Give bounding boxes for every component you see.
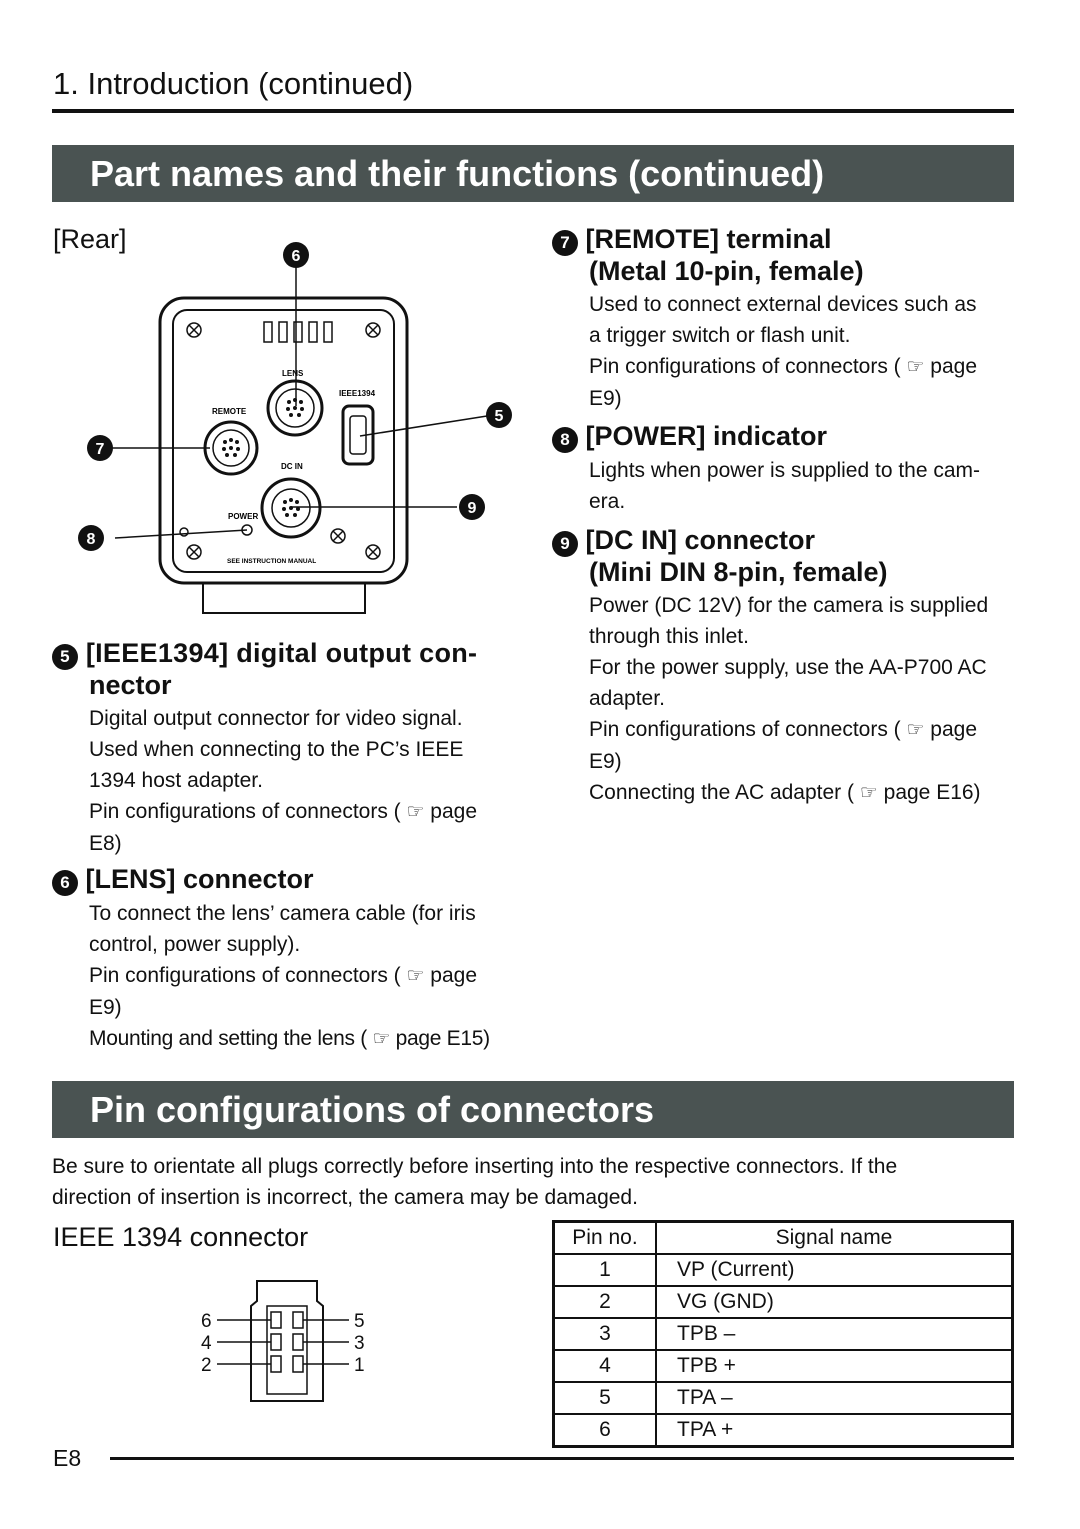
header-rule: [52, 109, 1014, 113]
pointing-hand-icon: ☞: [406, 965, 425, 987]
pin-cell: 4: [554, 1350, 657, 1382]
intro-line-1: Be sure to orientate all plugs correctly before inserting into the respective connectors. If the: [52, 1155, 898, 1178]
table-row: [554, 1318, 1013, 1350]
section-title: 1. Introduction (continued): [53, 66, 414, 101]
pin-label-4: 4: [201, 1333, 212, 1354]
ieee-ref-line2: E8): [89, 832, 122, 855]
number-5-icon: 5: [52, 644, 78, 670]
item-remote: [552, 224, 1018, 414]
rear-label: [Rear]: [53, 224, 127, 254]
signal-cell: VG (GND): [656, 1286, 1013, 1318]
dcin-label: DC IN: [281, 462, 303, 471]
pin-table: [552, 1220, 1014, 1448]
header-signal-name: Signal name: [656, 1222, 1013, 1255]
pin-cell: 3: [554, 1318, 657, 1350]
signal-cell: TPA +: [656, 1414, 1013, 1447]
lens-line-1: To connect the lens’ camera cable (for iris: [89, 902, 476, 925]
remote-ref-line2: E9): [589, 387, 622, 410]
pointing-hand-icon: ☞: [372, 1028, 391, 1050]
manual-label: SEE INSTRUCTION MANUAL: [227, 558, 317, 565]
item-power: [552, 421, 1018, 517]
dcin-ref-pre: Pin configurations of connectors (: [589, 718, 901, 741]
item-dcin: [552, 525, 1018, 809]
table-row: [554, 1350, 1013, 1382]
lens-mount-pre: Mounting and setting the lens (: [89, 1027, 367, 1050]
ieee-title-1: [IEEE1394] digital output con-: [85, 638, 478, 668]
dcin-line-3: For the power supply, use the AA-P700 AC: [589, 656, 987, 679]
callout-7: 7: [95, 441, 105, 458]
dcin-ref-line2: E9): [589, 750, 622, 773]
pin-cell: 2: [554, 1286, 657, 1318]
dcin-line-4: adapter.: [589, 687, 665, 710]
pin-label-5: 5: [354, 1311, 365, 1332]
dcin-ac-post: page E16): [883, 781, 981, 804]
pin-cell: 6: [554, 1414, 657, 1447]
lens-line-2: control, power supply).: [89, 933, 301, 956]
dcin-ref-post: page: [930, 718, 978, 741]
ieee-connector-diagram: [195, 1276, 375, 1416]
power-line-1: Lights when power is supplied to the cam-: [589, 459, 981, 482]
dcin-line-2: through this inlet.: [589, 625, 749, 648]
ieee-line-2: Used when connecting to the PC’s IEEE: [89, 738, 464, 761]
number-7-icon: 7: [552, 230, 578, 256]
remote-label: REMOTE: [212, 407, 247, 416]
lens-mount-post: page E15): [395, 1027, 490, 1050]
pin-label-1: 1: [354, 1355, 365, 1376]
pin-label-3: 3: [354, 1333, 365, 1354]
pin-config-banner: Pin configurations of connectors: [52, 1081, 1014, 1138]
pin-cell: 1: [554, 1254, 657, 1286]
power-label: POWER: [228, 512, 259, 521]
table-row: [554, 1414, 1013, 1447]
camera-rear-diagram: [60, 236, 530, 626]
ieee-line-1: Digital output connector for video signal.: [89, 707, 463, 730]
remote-ref-post: page: [930, 355, 978, 378]
pin-label-2: 2: [201, 1355, 212, 1376]
pointing-hand-icon: ☞: [906, 719, 925, 741]
footer-rule: [110, 1457, 1014, 1460]
dcin-title-2: (Mini DIN 8-pin, female): [589, 557, 888, 587]
number-6-icon: 6: [52, 870, 78, 896]
pin-label-6: 6: [201, 1311, 212, 1332]
dcin-ac-pre: Connecting the AC adapter (: [589, 781, 855, 804]
lens-ref-post: page: [430, 964, 478, 987]
pointing-hand-icon: ☞: [859, 782, 878, 804]
pointing-hand-icon: ☞: [906, 356, 925, 378]
callout-6: 6: [291, 248, 301, 265]
table-header-row: [554, 1222, 1013, 1255]
ieee-connector-title: IEEE 1394 connector: [53, 1222, 309, 1252]
ieee-ref-post: page: [430, 800, 478, 823]
pointing-hand-icon: ☞: [406, 801, 425, 823]
lens-ref-line2: E9): [89, 996, 122, 1019]
pin-cell: 5: [554, 1382, 657, 1414]
signal-cell: TPB +: [656, 1350, 1013, 1382]
remote-title-2: (Metal 10-pin, female): [589, 256, 864, 286]
header-pin-no: Pin no.: [554, 1222, 657, 1255]
callout-9: 9: [467, 500, 477, 517]
remote-title-1: [REMOTE] terminal: [585, 224, 832, 254]
lens-ref-pre: Pin configurations of connectors (: [89, 964, 401, 987]
part-names-banner: Part names and their functions (continued): [52, 145, 1014, 202]
ieee-title-2: nector: [89, 670, 172, 700]
remote-line-1: Used to connect external devices such as: [589, 293, 977, 316]
ieee-ref-pre: Pin configurations of connectors (: [89, 800, 401, 823]
callout-8: 8: [86, 531, 96, 548]
number-9-icon: 9: [552, 531, 578, 557]
ieee-label: IEEE1394: [339, 389, 376, 398]
page-number: E8: [53, 1445, 82, 1471]
lens-label: LENS: [282, 369, 304, 378]
item-ieee1394: [52, 638, 522, 859]
callout-5: 5: [494, 408, 504, 425]
remote-line-2: a trigger switch or flash unit.: [589, 324, 851, 347]
table-row: [554, 1382, 1013, 1414]
signal-cell: TPA –: [656, 1382, 1013, 1414]
table-row: [554, 1286, 1013, 1318]
item-lens: [52, 864, 522, 1055]
table-row: [554, 1254, 1013, 1286]
number-8-icon: 8: [552, 427, 578, 453]
power-title: [POWER] indicator: [585, 421, 828, 451]
ieee-line-3: 1394 host adapter.: [89, 769, 263, 792]
dcin-line-1: Power (DC 12V) for the camera is supplied: [589, 594, 989, 617]
dcin-title-1: [DC IN] connector: [585, 525, 816, 555]
power-line-2: era.: [589, 490, 626, 513]
signal-cell: TPB –: [656, 1318, 1013, 1350]
intro-line-2: direction of insertion is incorrect, the camera may be damaged.: [52, 1186, 638, 1209]
remote-ref-pre: Pin configurations of connectors (: [589, 355, 901, 378]
lens-title: [LENS] connector: [85, 864, 314, 894]
signal-cell: VP (Current): [656, 1254, 1013, 1286]
